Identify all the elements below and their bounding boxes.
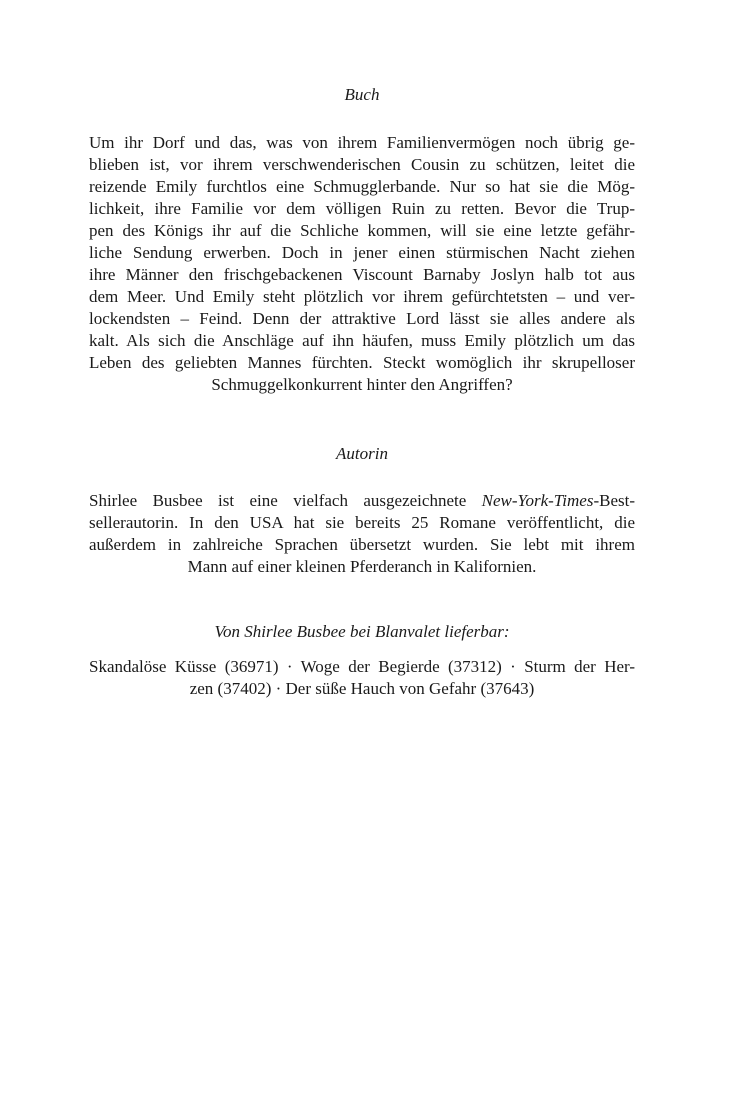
text-line: Mann auf einer kleinen Pferderanch in Kalifornien. xyxy=(187,557,537,576)
book-back-matter-page xyxy=(89,84,635,700)
available-titles-list xyxy=(89,656,635,700)
text-line: außerdem in zahlreiche Sprachen übersetzt wurden. Sie lebt mit ihrem xyxy=(89,535,635,554)
text-line: lichkeit, ihre Familie vor dem völligen Ruin zu retten. Bevor die Trup- xyxy=(89,199,635,218)
text-line: sellerautorin. In den USA hat sie bereits 25 Romane veröffentlicht, die xyxy=(89,513,635,532)
text-fragment: Shirlee Busbee ist eine vielfach ausgezeichnete xyxy=(89,491,482,510)
text-line: Skandalöse Küsse (36971) · Woge der Begierde (37312) · Sturm der Her- xyxy=(89,657,635,676)
text-line: pen des Königs ihr auf die Schliche kommen, will sie eine letzte gefähr- xyxy=(89,221,635,240)
text-line: zen (37402) · Der süße Hauch von Gefahr (37643) xyxy=(189,679,535,698)
text-line: reizende Emily furchtlos eine Schmugglerbande. Nur so hat sie die Mög- xyxy=(89,177,635,196)
author-bio-paragraph xyxy=(89,490,635,578)
text-line: Um ihr Dorf und das, was von ihrem Familienvermögen noch übrig ge- xyxy=(89,133,635,152)
text-line xyxy=(89,490,635,512)
text-line: Schmuggelkonkurrent hinter den Angriffen? xyxy=(211,375,513,394)
text-line: liche Sendung erwerben. Doch in jener einen stürmischen Nacht ziehen xyxy=(89,243,635,262)
text-line: Leben des geliebten Mannes fürchten. Steckt womöglich ihr skrupelloser xyxy=(89,353,635,372)
text-fragment: -Best- xyxy=(593,491,635,510)
text-line: dem Meer. Und Emily steht plötzlich vor ihrem gefürchtetsten – und ver- xyxy=(89,287,635,306)
text-line: lockendsten – Feind. Denn der attraktive Lord lässt sie alles andere als xyxy=(89,309,635,328)
text-line: kalt. Als sich die Anschläge auf ihn häufen, muss Emily plötzlich um das xyxy=(89,331,635,350)
available-titles-heading: Von Shirlee Busbee bei Blanvalet lieferbar: xyxy=(214,622,510,641)
newspaper-title: New-York-Times xyxy=(481,491,594,510)
author-section-heading: Autorin xyxy=(336,444,388,463)
book-blurb-paragraph xyxy=(89,132,635,396)
book-section-heading: Buch xyxy=(344,85,380,104)
text-line: blieben ist, vor ihrem verschwenderischen Cousin zu schützen, leitet die xyxy=(89,155,635,174)
text-line: ihre Männer den frischgebackenen Viscount Barnaby Joslyn halb tot aus xyxy=(89,265,635,284)
